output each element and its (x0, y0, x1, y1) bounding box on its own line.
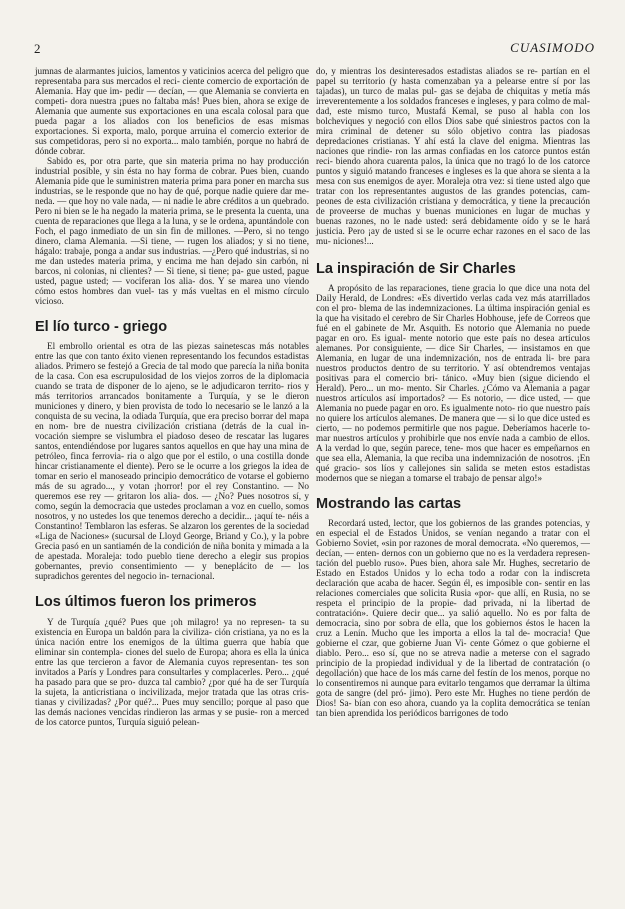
text-line: notorio que Alemania no puede pagar en oro. Es igual- (316, 323, 591, 343)
text-line: tas y más vueltas en el mismo círculo vicioso. (35, 286, 310, 306)
text-line: mento. Sir Charles. ¿Cómo va Alemania a pagar nuestros (316, 383, 590, 403)
text-line: producción industrial posible, y sin ésta no hay forma de (35, 156, 310, 176)
text-line: modernos que se niegan a tomarse el trabajo de pensar algo!» (316, 473, 543, 483)
text-line: las lugares santos, entendiéndose por lugares santos (35, 431, 309, 451)
text-line: ternacional. (171, 571, 215, 581)
text-line: el pago inmediato de un sin fin de millones. —Pero, si no (59, 226, 285, 236)
text-line: biendo ahora cuarenta palos, la única que no tragó lo de (335, 156, 547, 166)
text-line: tengo dinero, clama Alemania. —Si tiene, — rugen los (35, 226, 310, 246)
page-number: 2 (34, 41, 41, 56)
text-line: El embrollo oriental es otra de las piezas sainetescas más (47, 341, 275, 351)
text-line: menos, porque no lo consentiremos ni aunque para evitarlo (316, 668, 590, 688)
text-line: partían en el papel su territorio (y hasta comenzaban ya (316, 66, 590, 86)
text-line: bre para nuestros productos dentro de su territorio. Y así (316, 353, 591, 373)
text-line: a la de apestada. Moraleja: todo pueblo tiene derecho a (35, 541, 310, 561)
text-line: es la que ahora se sienta a la mesa con sus enemigos de (316, 166, 591, 186)
text-line: las que tercieron a favor de Alemania cuyos representan- (57, 657, 279, 667)
text-line: cobrar. Pues bien, cuando Alemania pide que le suministren (35, 166, 310, 186)
text-line: jimo). Pero este Mr. Hughes no tiene perdón de Dios! Sa- (316, 688, 591, 708)
text-line: ciones del suelo de Europa; ahora es ella la única entre (35, 647, 309, 667)
text-line: dad, este mismo turco, Mustafá Kemal, se puso al habla (316, 106, 555, 116)
paragraph-ultimos (35, 617, 309, 727)
text-line: artículos así importados? — Es notorio, — dice usted, — (350, 393, 574, 403)
text-line: Alemania, en lugar de una indemnización, nos de entrada li- (316, 353, 555, 363)
text-line: beneficios de esas mismas exportaciones. Si exporta, malo, (35, 116, 309, 136)
text-line: bían con eso ahora, cuando ya la coplita democrática se (354, 698, 565, 708)
text-line: demás naciones vencidas rindieron las armas y se pusie- (47, 707, 258, 717)
text-line: los representantes augustos de las grandes potencias, cam- (358, 186, 590, 196)
right-column (316, 66, 590, 718)
text-line: aquellos en que hay una mina de petróleo, finca ferrovia- (35, 441, 309, 461)
text-line: negando a tratar con el Gobierno Soviet, «sin por razones (316, 528, 591, 548)
text-line: mocracia! Que gobierne el czar, que gobierne Juan Vi- (316, 628, 591, 648)
text-line: tánico. (442, 373, 468, 383)
text-line: degollación) que hace de los más carne del festín de los (316, 668, 522, 678)
text-line: escala colosal para que pueda pagar a los aliados con los (35, 106, 309, 126)
text-line: potencias, y en especial el de Estados Unidos, se venían (316, 518, 590, 538)
text-line: mos que hacer es empeñarnos en que sea ella, Alemania, la (316, 443, 590, 463)
text-line: dos. Y se marea uno viendo cómo estos hombres dan vuel- (35, 276, 309, 296)
text-line: materia prima para poner en marcha sus industrias, se le (35, 176, 309, 196)
text-line: pedir — decían, — que Alemania se convierta en competi- (35, 86, 310, 106)
text-line: ayer. Moraleja otra vez: si tiene usted algo que tratar con (316, 176, 591, 196)
text-line: dad privada, ni la libertad de contratación». Quiere decir (316, 598, 591, 618)
text-line: do, y mientras los desinteresados estadistas aliados se re- (316, 66, 538, 76)
text-line: gobierno más de su agrado..., y votan ¡horror! por el rey (35, 471, 309, 491)
text-line: no ustedes los que tenemos derecho a decidir... ¡aquí te- (78, 511, 286, 521)
text-line: exige de Alemania que aumente sus exportaciones en una (35, 96, 309, 116)
text-line: podemos permitirle que nos pague. Deberíamos hacerle to- (367, 423, 591, 433)
text-line: «Muy bien (sigue diciendo el Herald). Pero... un mo- (316, 373, 590, 393)
text-line: peones de esta civilización cristiana y democrática, y tiene (316, 196, 537, 206)
text-line: que allí, en Rusia, no se respeta el principio de la propie- (316, 588, 590, 608)
text-line: sentir en las relaciones comerciales que solicita Rusia «por- (316, 578, 591, 598)
text-line: néis a Constantino! Temblaron las esferas. Se alzaron (35, 511, 310, 531)
text-line: aliados; y si no tiene, hágalo: trabaje, ponga a andar sus (35, 236, 309, 256)
text-line: será debidamente oído y se le hará justicia. Pero ¡ay de (316, 216, 591, 236)
text-line: gue usted, pague usted, pague usted; — vociferan los alia- (35, 266, 310, 286)
text-line: los fecundos estadistas aliados. Primero se festejó a Grecia (35, 351, 309, 371)
text-line: está la clave del enigma. Mientras las naciones que rindie- (316, 136, 590, 156)
heading-lio-turco: El lío turco - griego (35, 319, 168, 335)
text-line: obtendremos ventajas positivas para el comercio bri- (316, 363, 591, 383)
text-line: dernos con un gobierno que no es la verdadera represen- (381, 548, 591, 558)
left-column (35, 66, 309, 727)
text-line: y se le dieron municiones y dinero, y bien provista de (35, 391, 309, 411)
text-line: barcos, ni colonias, ni clientes? — Si tiene, si tiene; pa- (35, 266, 244, 276)
text-line: bre de nuestra civilización cristiana (detrás de la cual in- (73, 421, 309, 431)
text-line: a un quebrado. Pero ni bien se le ha negado la materia (35, 196, 310, 216)
text-line: notables entre las que con tanto éxito vienen representando (35, 341, 310, 361)
text-line: sino por sobra de ella, que los gobiernos éstos le hacen (364, 618, 580, 628)
text-line: mente notorio que este país no desea artículos alemanes. (316, 333, 590, 353)
heading-mostrando-cartas: Mostrando las cartas (316, 496, 462, 512)
text-line: jumnas de alarmantes juicios, lamentos y vaticinios acerca (35, 66, 252, 76)
text-line: la precaución de proveerse de muchas y buenas municiones (316, 196, 590, 216)
magazine-title: CUASIMODO (510, 40, 595, 55)
text-line: Por consiguiente, — dice Sir Charles, — insistamos en que (356, 343, 590, 353)
text-line: pero si no exporta... malo también, porque no habrá de (104, 136, 309, 146)
text-line: que... ya salió aquello. No es por falta de democracia, (316, 608, 591, 628)
text-line: que ustedes proclaman a voz en cuello, somos nosotros, y (35, 501, 310, 521)
text-line: prima, se le presenta la cuenta, una cuenta de reparaciones (35, 206, 310, 226)
text-line: sos líos y callejones sin salida se meten estos estadistas (364, 463, 591, 473)
text-line: gas se dejaba de chiquitas y metía más irreverentemente (316, 86, 590, 106)
text-line: que Alemania no puede pagar en oro. Es igualmente noto- (316, 393, 591, 413)
text-line: ria o algo que por el estilo, o una costilla donde hincar cristianamente (35, 451, 309, 471)
text-line: A propósito de las reparaciones, tiene gracia lo que dice (328, 283, 541, 293)
text-line: neda. — que hoy no vale nada, — ni nadie le abre créditos (35, 196, 252, 206)
text-line: los gerentes de la sociedad «Liga de Naciones» (sucursal (35, 521, 309, 541)
text-line: en lugar de muchas y buenas razones, no le nade usted: (316, 206, 590, 226)
text-line: mar nuestros artículos y prohibirle que nos envíe nada a (316, 433, 527, 443)
text-line: complacerles. Pero... ¿qué ha pasado para que se pro- (35, 667, 309, 687)
text-line: no se atreva nadie a meterse con el sagrado principio de la (316, 648, 590, 668)
text-line: «Es divertido verlas cada vez más atarrillados con el pro- (316, 293, 591, 313)
text-line: el diente). Pero se le ocurre a los griegos la idea de tomar (35, 461, 309, 481)
text-line: es la que ha visitado el cerebro de Sir Charles Hobhouse, (316, 303, 591, 323)
paragraph-sir-charles (316, 283, 590, 483)
text-line: dos. — ¿No? Pues nosotros sí, y como, según la democracia (35, 491, 310, 511)
text-line: tianas y civilizadas? (35, 697, 112, 707)
paragraph-continuation (316, 66, 590, 246)
paragraph-turco (35, 341, 309, 581)
text-line: a pelearse entre sí por las tajadas), un turco de malas pul- (316, 76, 591, 96)
text-line: dónde cobrar. (35, 146, 86, 156)
text-line: se trata de disponer de lo ajeno, se le adjudicaron territo- (64, 381, 284, 391)
text-line: De manera que — si lo que dice usted es cierto, — no (316, 413, 591, 433)
text-line: objetivo contra las piadosas depredaciones cristianas. Y ahí (316, 126, 591, 146)
text-line: ciente comercio de exportación de Alemania. Hay que im- (35, 76, 309, 96)
text-line: responde que no hay de qué, porque nadie quiere dar me- (95, 186, 310, 196)
text-line: usted si se le ocurre echar razones en el saco de las mu- (316, 226, 591, 246)
text-line: siniestros pactos con la mira criminal de detener su sólo (316, 116, 591, 136)
text-line: tación del pueblo ruso». (316, 558, 407, 568)
text-line: rios y más territorios arrancados bonitamente a Turquía, (35, 381, 309, 401)
text-line: industrias. —¿Pero qué industrias, si no me dan ustedes (35, 246, 309, 266)
text-line: Sabido es, por otra parte, que sin materia prima no hay (47, 156, 264, 166)
text-line: blema de las indemnizaciones. La última inspiración genial (359, 303, 580, 313)
text-line: la cruz a Lenín. Mucho que les importa a ellos la tal de- (316, 618, 591, 638)
text-line: los catorce puntos y siguió matando franceses e ingleses (316, 156, 591, 176)
text-line: del peligro que representaba para sus mercados el reci- (35, 66, 310, 86)
heading-sir-charles: La inspiración de Sir Charles (316, 261, 516, 277)
text-line: ción cristiana, ya no es la única nación entre los enemigos (35, 627, 310, 647)
text-line: dora nuestra ¡pues no faltaba más! Pues bien, ahora se (70, 96, 275, 106)
text-line: ta su existencia en Europa un baldón para la civiliza- (35, 617, 309, 637)
text-line: jefe de Correos que fué en el gabinete de Mr. Asquith. Es (316, 313, 591, 333)
paragraph-cartas (316, 518, 590, 718)
text-line: a los soldados franceses e ingleses, y para colmo de mal- (380, 96, 590, 106)
text-line: beneplácito de — los supradichos gerentes del negocio in- (35, 561, 309, 581)
text-line: cambio de ellos. A la verdad lo que, según parece, tene- (316, 433, 590, 453)
text-line: tenían tan bien aprendida los periódicos barrigones de todo (316, 698, 591, 718)
text-line: escrupulosidad de los viejos zorros de la diplomacia cuando (35, 371, 309, 391)
text-line: Recordará usted, lector, que los gobiernos de las grandes (328, 518, 543, 528)
text-line: ron las armas confiadas en los catorce puntos están reci- (316, 146, 591, 166)
text-line: anticristiana o incivilizada, mejor tratada que las otras cris- (82, 687, 309, 697)
text-line: Constantino. — No queremos ese rey — gritaron los alia- (35, 481, 309, 501)
text-line: de tal modo que parecía la niña bonita de la casa. Con esa (35, 361, 310, 381)
text-line: Y de Turquía ¿qué? Pues que ¡oh milagro! ya no represen- (47, 617, 285, 627)
heading-ultimos: Los últimos fueron los primeros (35, 594, 257, 610)
text-line: una nota del Daily Herald, de Londres: (316, 283, 591, 303)
text-line: ron a merced de los catorce puntos, Turquía siguió pelean- (35, 707, 310, 727)
text-line: cente Gómez o que gobierne el diablo. Pero... eso sí, que (316, 638, 590, 658)
text-line: en serio el manoseado principio democrático de votarse el (58, 471, 274, 481)
text-line: elegir sus propios gobernantes, previo consentimiento — y (35, 551, 309, 571)
text-line: todo lo necesario se le lanzó a la conquista de su vecina, (35, 401, 310, 421)
text-line: propiedad individual y de la libertad de contratación (o (375, 658, 590, 668)
text-line: que llega a la luna, y se le ordena, apuntándole con Foch, (35, 216, 309, 236)
text-line: de Lloyd George, Briand y Co.), y la pobre Grecia pasó (35, 531, 310, 551)
text-line: que reciba una indemnización de nosotros. ¡En qué gracio- (316, 453, 590, 473)
text-line: tengamos que derramar la última gota de sangre (del pró- (316, 678, 590, 698)
text-line: materia prima, y encima me han dejado sin carbón, ni (98, 256, 309, 266)
text-line: tes son invitados a París y Londres para consultarles y (35, 657, 310, 677)
text-line: declaración que acaba de hacer. Según él, es imposible con- (316, 578, 542, 588)
text-line: con los bolcheviques y negoció con ellos Dios sabe qué (316, 106, 591, 126)
paragraph-materia-prima (35, 156, 309, 306)
text-line: en un santiamén de la condición de niña bonita y mimada (81, 541, 294, 551)
text-line: vocación siempre se vislumbra el piadoso deseo de rescatar (35, 431, 265, 441)
text-line: la odiada Turquía, que era preciso borrar del mapa en nom- (35, 411, 310, 431)
text-line: porque arruina el comercio exterior de sus competidoras, (35, 126, 310, 146)
text-line: ¿Por qué?... Pues muy sencillo; porque al paso que las (35, 697, 309, 717)
text-line: de la última guerra que había que eliminar sin contempla- (35, 637, 309, 657)
text-line: de moral democrata. «No queremos, — decían, — enten- (316, 538, 590, 558)
text-line: niciones!... (333, 236, 374, 246)
text-line: Pues bien, ahora sale Mr. Hughes, secretario de Estado (316, 558, 590, 578)
text-line: rio que nuestro país no quiere los artículos alemanes. (316, 403, 591, 423)
text-line: en Estados Unidos y lo echa todo a rodar con la indiscreta (346, 568, 590, 578)
text-line: duzca tal cambio? ¿por qué ha de ser Turquía la sujeta, la (35, 677, 309, 697)
paragraph-intro (35, 66, 309, 156)
